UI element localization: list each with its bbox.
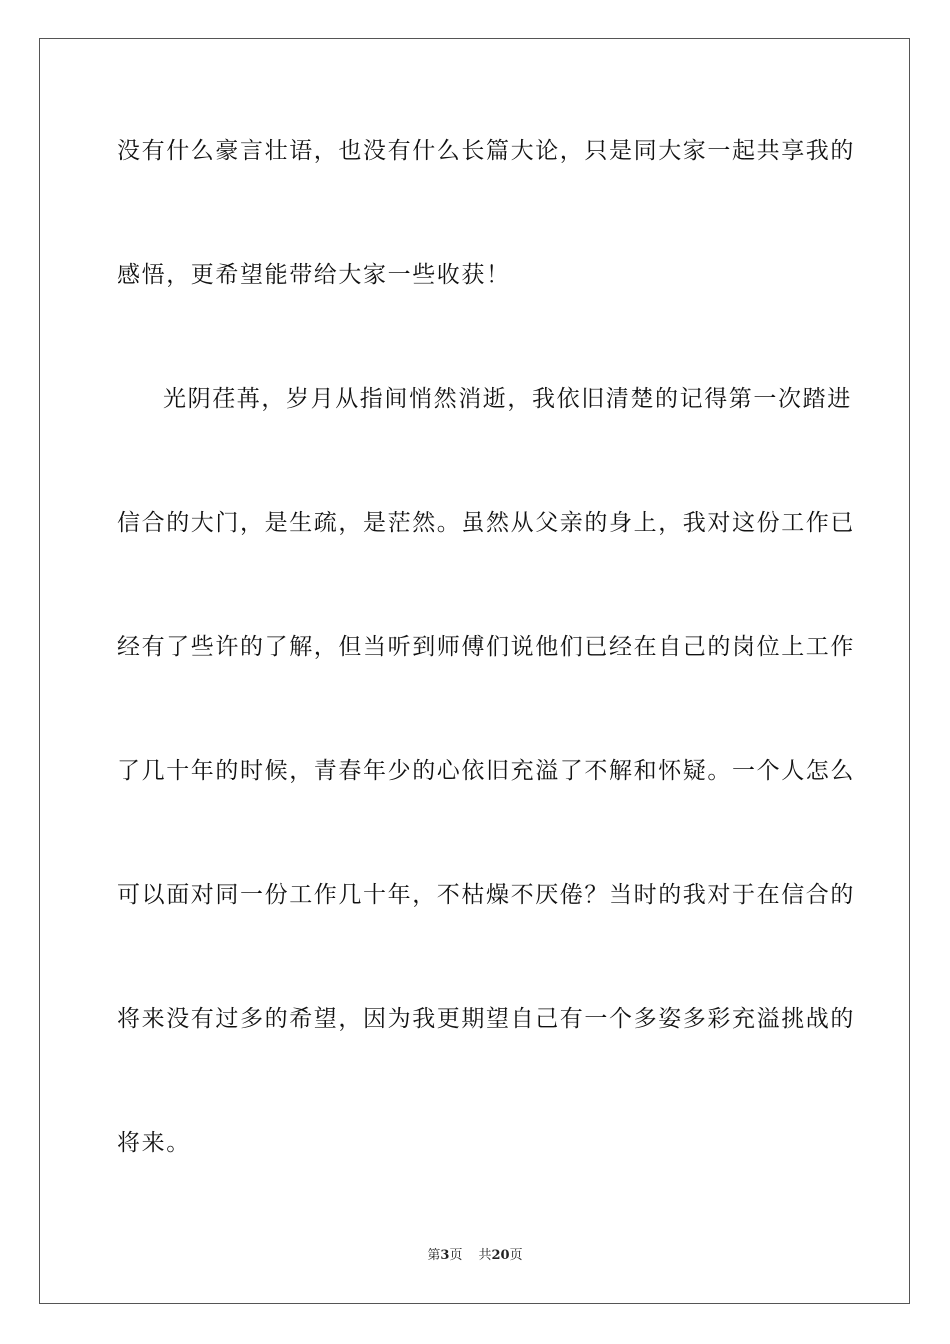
page-border bbox=[39, 38, 910, 1304]
total-label-suffix: 页 bbox=[509, 1248, 523, 1263]
total-page-number: 20 bbox=[491, 1248, 510, 1263]
body-text-line: 没有什么豪言壮语，也没有什么长篇大论，只是同大家一起共享我的 bbox=[117, 138, 855, 164]
body-text-line: 感悟，更希望能带给大家一些收获！ bbox=[117, 262, 511, 288]
page-label-prefix: 第 bbox=[427, 1248, 441, 1263]
body-text-line: 可以面对同一份工作几十年，不枯燥不厌倦？当时的我对于在信合的 bbox=[117, 882, 855, 908]
body-text-line: 了几十年的时候，青春年少的心依旧充溢了不解和怀疑。一个人怎么 bbox=[117, 758, 855, 784]
body-text-line: 将来。 bbox=[117, 1130, 191, 1156]
body-text-line: 经有了些许的了解，但当听到师傅们说他们已经在自己的岗位上工作 bbox=[117, 634, 855, 660]
body-text-line: 光阴荏苒，岁月从指间悄然消逝，我依旧清楚的记得第一次踏进 bbox=[163, 386, 852, 412]
page-footer bbox=[0, 1247, 950, 1265]
page-label-suffix: 页 bbox=[449, 1248, 463, 1263]
body-text-line: 将来没有过多的希望，因为我更期望自己有一个多姿多彩充溢挑战的 bbox=[117, 1006, 855, 1032]
body-text-line: 信合的大门，是生疏，是茫然。虽然从父亲的身上，我对这份工作已 bbox=[117, 510, 855, 536]
current-page-number: 3 bbox=[440, 1248, 450, 1263]
total-label-prefix: 共 bbox=[478, 1248, 492, 1263]
